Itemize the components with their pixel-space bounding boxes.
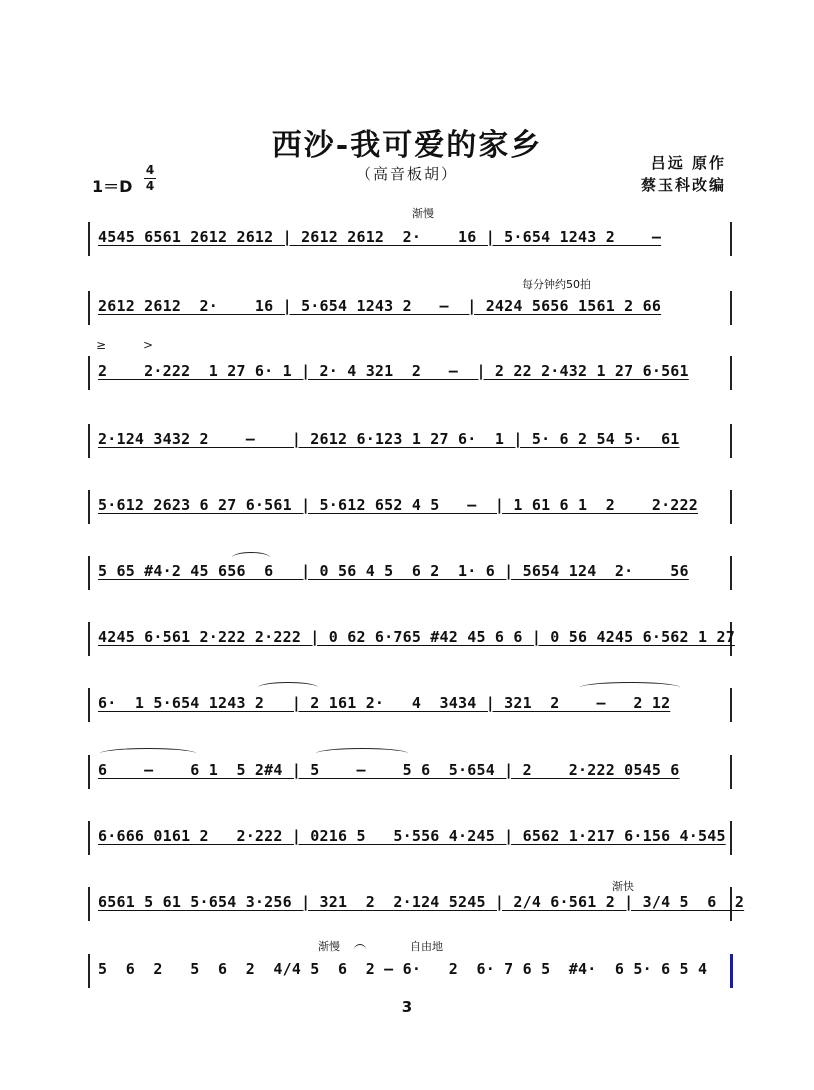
page-title: 西沙-我可爱的家乡: [271, 128, 543, 163]
accelerando-marking: 渐快: [612, 880, 634, 893]
staff-line: [88, 688, 732, 722]
staff-line: [88, 622, 735, 656]
staff-notation: 2·124 3432 2 – | 2612 6·123 1 27 6· 1 | 5· 6 2 54 5· 61: [98, 430, 680, 448]
staff-line: [88, 291, 732, 325]
composer-credit: 吕远 原作: [650, 154, 726, 172]
arranger-credit: 蔡玉科改编: [640, 176, 726, 194]
staff-notation: 5 65 #4·2 45 656 6 | 0 56 4 5 6 2 1· 6 | 5654 124 2· 56: [98, 562, 689, 580]
staff-line: [88, 424, 732, 458]
accent-mark: >: [143, 338, 154, 352]
staff-notation: 6 – 6 1 5 2#4 | 5 – 5 6 5·654 | 2 2·222 0545 6: [98, 761, 680, 779]
ritardando-marking: 渐慢: [412, 207, 434, 220]
staff-line: [88, 556, 732, 590]
page-number: 3: [401, 998, 413, 1016]
page-subtitle: （高音板胡）: [355, 165, 458, 183]
free-tempo-marking: 自由地: [410, 940, 443, 953]
staff-line: [88, 356, 732, 390]
staff-notation: 4245 6·561 2·222 2·222 | 0 62 6·765 #42 45 6 6 | 0 56 4245 6·562 1 27: [98, 628, 735, 646]
key-signature: 1＝D: [92, 177, 133, 196]
time-signature-bottom: 4: [145, 179, 155, 193]
accent-mark: ≥: [96, 338, 107, 352]
staff-line: [88, 887, 745, 921]
staff-line: [88, 222, 732, 256]
staff-notation: 2 2·222 1 27 6· 1 | 2· 4 321 2 – | 2 22 2·432 1 27 6·561: [98, 362, 689, 380]
time-signature: [144, 164, 156, 193]
staff-notation: 4545 6561 2612 2612 | 2612 2612 2· 16 | 5·654 1243 2 –: [98, 228, 662, 246]
staff-line: [88, 490, 732, 524]
staff-notation: 5·612 2623 6 27 6·561 | 5·612 652 4 5 – | 1 61 6 1 2 2·222: [98, 496, 698, 514]
staff-notation: 2612 2612 2· 16 | 5·654 1243 2 – | 2424 5656 1561 2 66: [98, 297, 662, 315]
ritardando-marking: 渐慢: [318, 940, 340, 953]
staff-line: [88, 821, 732, 855]
staff-line: [88, 755, 732, 789]
staff-notation: 6·666 0161 2 2·222 | 0216 5 5·556 4·245 | 6562 1·217 6·156 4·545: [98, 827, 726, 845]
fermata-icon: [354, 944, 366, 952]
tempo-marking: 每分钟约50拍: [522, 278, 591, 291]
staff-line-final: [88, 954, 733, 988]
staff-notation: 5 6 2 5 6 2 4/4 5 6 2 – 6· 2 6· 7 6 5 #4· 6 5· 6 5 4: [98, 960, 708, 978]
staff-notation: 6· 1 5·654 1243 2 | 2 161 2· 4 3434 | 321 2 – 2 12: [98, 694, 671, 712]
time-signature-top: 4: [145, 163, 155, 177]
staff-notation: 6561 5 61 5·654 3·256 | 321 2 2·124 5245 | 2/4 6·561 2 | 3/4 5 6 2: [98, 893, 745, 911]
